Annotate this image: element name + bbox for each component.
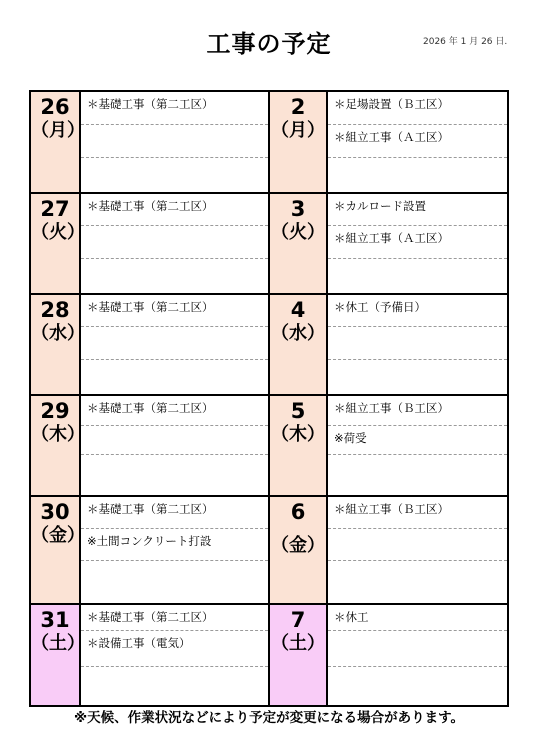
entry-list [81, 92, 268, 192]
entry-line: ＊休工 [328, 605, 507, 631]
entry-list [328, 92, 507, 192]
entry-line [81, 125, 268, 158]
day-label [31, 497, 85, 603]
entry-line [328, 327, 507, 360]
schedule-row [31, 92, 507, 194]
day-number: 6 [290, 500, 306, 524]
entry-line [328, 455, 507, 495]
entry-list [81, 295, 268, 394]
entry-list [328, 396, 507, 495]
entry-list [328, 194, 507, 293]
entry-list [328, 295, 507, 394]
day-cell [31, 295, 270, 394]
entry-line: ＊カルロード設置 [328, 194, 507, 226]
day-of-week: （土） [31, 633, 85, 654]
day-cell [270, 194, 507, 293]
day-number: 2 [290, 95, 306, 119]
entry-line [328, 667, 507, 705]
day-label [270, 92, 328, 192]
entry-line: ＊組立工事（Ｂ工区） [328, 497, 507, 529]
entry-line [81, 259, 268, 293]
entry-line [328, 561, 507, 603]
schedule-row [31, 605, 507, 705]
schedule-table [29, 90, 509, 707]
entry-line: ＊足場設置（Ｂ工区） [328, 92, 507, 125]
day-of-week: （金） [31, 525, 85, 546]
day-cell [31, 92, 270, 192]
entry-list [81, 194, 268, 293]
day-of-week: （木） [271, 424, 325, 445]
day-label [270, 194, 328, 293]
day-of-week: （火） [31, 222, 85, 243]
day-of-week: （土） [271, 633, 325, 654]
entry-line [81, 455, 268, 495]
entry-line: ＊組立工事（Ａ工区） [328, 226, 507, 259]
day-cell [270, 497, 507, 603]
day-label [270, 497, 328, 603]
entry-line: ※荷受 [328, 426, 507, 455]
entry-line: ＊休工（予備日） [328, 295, 507, 327]
day-number: 4 [290, 298, 306, 322]
entry-line [81, 158, 268, 192]
footer-note: ※天候、作業状況などにより予定が変更になる場合があります。 [73, 710, 465, 726]
day-number: 26 [40, 95, 70, 119]
day-of-week: （月） [31, 120, 85, 141]
day-cell [270, 92, 507, 192]
day-of-week: （水） [31, 323, 85, 344]
day-number: 5 [290, 399, 306, 423]
day-number: 27 [40, 197, 70, 221]
entry-line [328, 259, 507, 293]
entry-line: ＊基礎工事（第二工区） [81, 194, 268, 226]
entry-line: ＊基礎工事（第二工区） [81, 605, 268, 631]
day-label [270, 295, 328, 394]
entry-line [81, 327, 268, 360]
day-of-week: （水） [271, 323, 325, 344]
entry-line [328, 158, 507, 192]
day-label [270, 605, 328, 705]
day-cell [31, 396, 270, 495]
entry-list [328, 605, 507, 705]
entry-line: ＊基礎工事（第二工区） [81, 295, 268, 327]
day-number: 3 [290, 197, 306, 221]
day-label [270, 396, 328, 495]
entry-list [81, 605, 268, 705]
entry-line: ＊基礎工事（第二工区） [81, 497, 268, 529]
day-cell [31, 605, 270, 705]
day-cell [270, 605, 507, 705]
entry-list [81, 497, 268, 603]
entry-line: ＊基礎工事（第二工区） [81, 92, 268, 125]
day-number: 31 [40, 608, 70, 632]
entry-list [81, 396, 268, 495]
entry-line [81, 561, 268, 603]
entry-line [328, 360, 507, 394]
entry-line [81, 426, 268, 455]
day-of-week: （火） [271, 222, 325, 243]
day-of-week: （金） [271, 535, 325, 556]
schedule-row [31, 497, 507, 605]
day-cell [270, 396, 507, 495]
schedule-row [31, 295, 507, 396]
entry-list [328, 497, 507, 603]
schedule-row [31, 194, 507, 295]
day-number: 28 [40, 298, 70, 322]
entry-line: ＊組立工事（Ａ工区） [328, 125, 507, 158]
issue-date: 2026 年 1 月 26 日. [423, 37, 508, 47]
entry-line: ※土間コンクリート打設 [81, 529, 268, 561]
entry-line: ＊組立工事（Ｂ工区） [328, 396, 507, 426]
day-label [31, 295, 85, 394]
entry-line [81, 667, 268, 705]
day-of-week: （月） [271, 120, 325, 141]
schedule-row [31, 396, 507, 497]
entry-line [328, 529, 507, 561]
day-cell [31, 497, 270, 603]
entry-line [81, 226, 268, 259]
day-number: 7 [290, 608, 306, 632]
page-title: 工事の予定 [206, 30, 332, 58]
day-label [31, 92, 85, 192]
day-cell [31, 194, 270, 293]
day-cell [270, 295, 507, 394]
entry-line [81, 360, 268, 394]
entry-line: ＊基礎工事（第二工区） [81, 396, 268, 426]
day-of-week: （木） [31, 424, 85, 445]
day-number: 30 [40, 500, 70, 524]
entry-line [328, 631, 507, 667]
entry-line: ＊設備工事（電気） [81, 631, 268, 667]
day-label [31, 194, 85, 293]
day-label [31, 396, 85, 495]
day-number: 29 [40, 399, 70, 423]
day-label [31, 605, 85, 705]
